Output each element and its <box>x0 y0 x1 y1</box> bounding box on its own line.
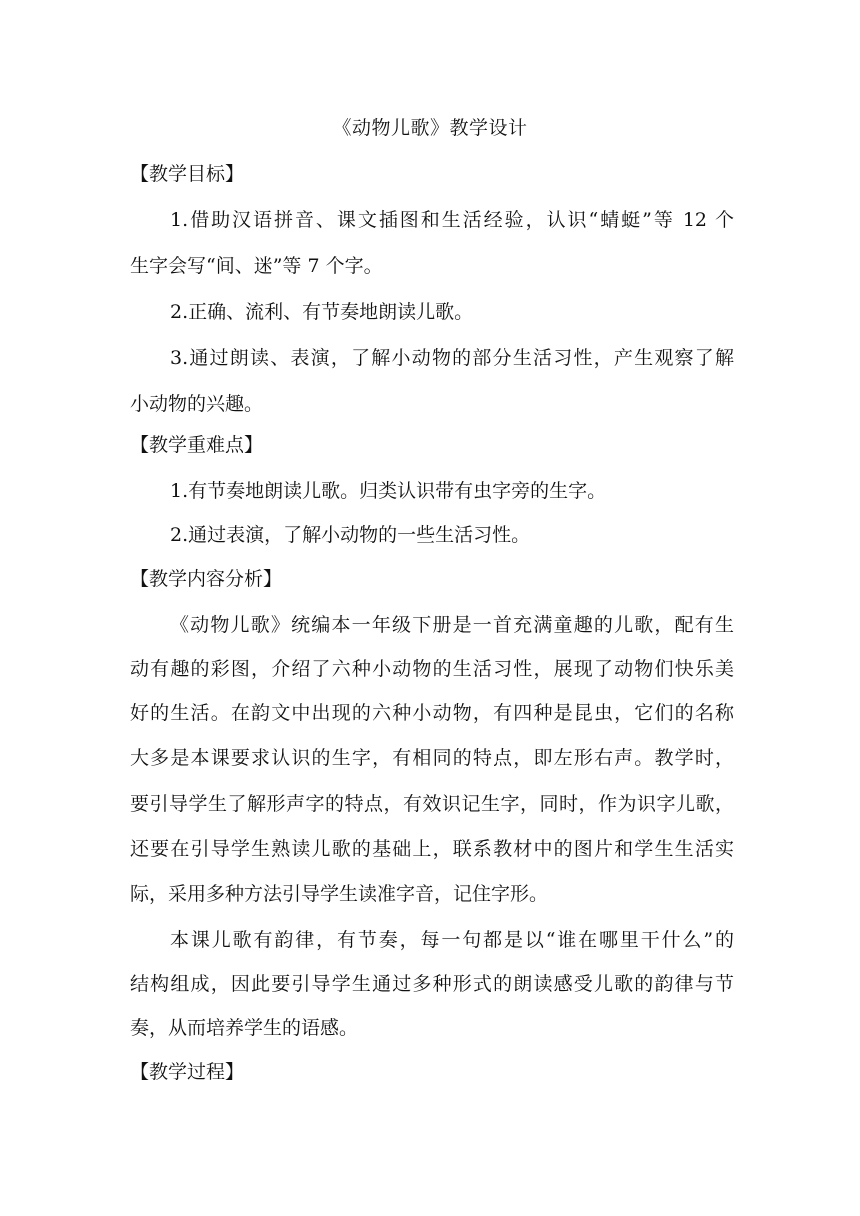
document-title: 《动物儿歌》教学设计 <box>332 117 528 139</box>
section-heading-key-points: 【教学重难点】 <box>130 434 264 456</box>
analysis-line-3: 好的生活。在韵文中出现的六种小动物，有四种是昆虫，它们的名称 <box>130 702 734 724</box>
analysis-line-2: 动有趣的彩图，介绍了六种小动物的生活习性，展现了动物们快乐美 <box>130 658 734 680</box>
objectives-line-3: 2.正确、流利、有节奏地朗读儿歌。 <box>170 301 474 323</box>
objectives-line-4: 3.通过朗读、表演，了解小动物的部分生活习性，产生观察了解 <box>170 347 734 369</box>
section-heading-process: 【教学过程】 <box>130 1061 245 1083</box>
analysis-line-1: 《动物儿歌》统编本一年级下册是一首充满童趣的儿歌，配有生 <box>170 614 734 636</box>
analysis-line-7: 际，采用多种方法引导学生读准字音，记住字形。 <box>130 883 549 905</box>
section-heading-content-analysis: 【教学内容分析】 <box>130 568 283 590</box>
analysis-line-5: 要引导学生了解形声字的特点，有效识记生字，同时，作为识字儿歌， <box>130 793 734 815</box>
analysis-line-8: 本课儿歌有韵律，有节奏，每一句都是以“谁在哪里干什么”的 <box>170 929 734 951</box>
analysis-line-4: 大多是本课要求认识的生字，有相同的特点，即左形右声。教学时， <box>130 747 734 769</box>
key-points-line-1: 1.有节奏地朗读儿歌。归类认识带有虫字旁的生字。 <box>170 480 607 502</box>
objectives-line-1: 1.借助汉语拼音、课文插图和生活经验，认识“蜻蜓”等 12 个 <box>170 209 734 231</box>
section-heading-objectives: 【教学目标】 <box>130 163 245 185</box>
analysis-line-10: 奏，从而培养学生的语感。 <box>130 1017 359 1039</box>
key-points-line-2: 2.通过表演，了解小动物的一些生活习性。 <box>170 524 531 546</box>
objectives-line-2: 生字会写“间、迷”等 7 个字。 <box>130 255 383 277</box>
analysis-line-9: 结构组成，因此要引导学生通过多种形式的朗读感受儿歌的韵律与节 <box>130 973 734 995</box>
objectives-line-5: 小动物的兴趣。 <box>130 393 264 415</box>
analysis-line-6: 还要在引导学生熟读儿歌的基础上，联系教材中的图片和学生生活实 <box>130 838 734 860</box>
